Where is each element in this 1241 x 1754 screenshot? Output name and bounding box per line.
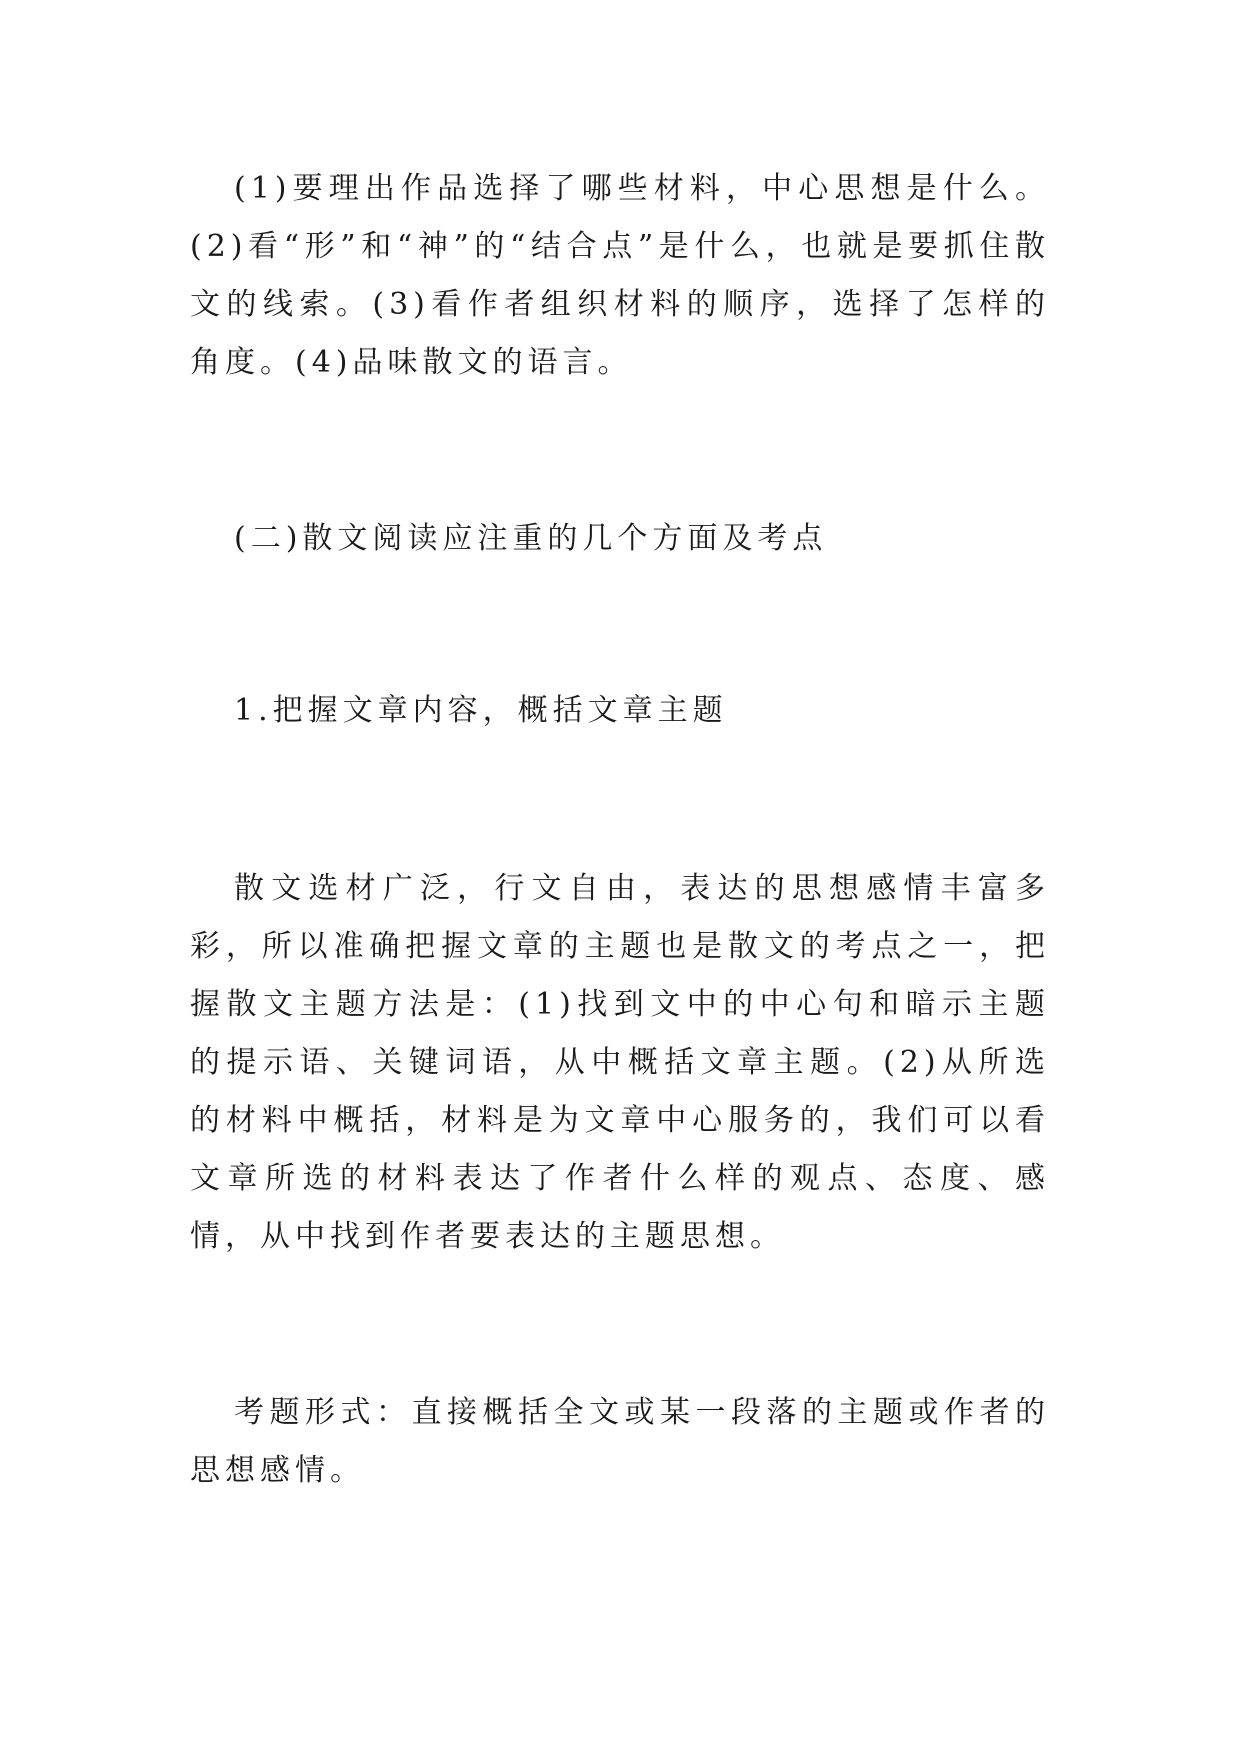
paragraph-reading-steps: (1)要理出作品选择了哪些材料，中心思想是什么。(2)看“形”和“神”的“结合点”是什么，也就是要抓住散文的线索。(3)看作者组织材料的顺序，选择了怎样的角度。(4)品味散文的语言。 — [190, 171, 1050, 380]
section-heading: (二)散文阅读应注重的几个方面及考点 — [234, 521, 828, 556]
paragraph-question-form: 考题形式：直接概括全文或某一段落的主题或作者的思想感情。 — [190, 1395, 1050, 1488]
subsection-heading: 1.把握文章内容，概括文章主题 — [234, 693, 728, 728]
paragraph-theme-method: 散文选材广泛，行文自由，表达的思想感情丰富多彩，所以准确把握文章的主题也是散文的考点之一，把握散文主题方法是：(1)找到文中的中心句和暗示主题的提示语、关键词语，从中概括文章主题。(2)从所选的材料中概括，材料是为文章中心服务的，我们可以看文章所选的材料表达了作者什么样的观点、态度、感情，从中找到作者要表达的主题思想。 — [190, 871, 1050, 1254]
